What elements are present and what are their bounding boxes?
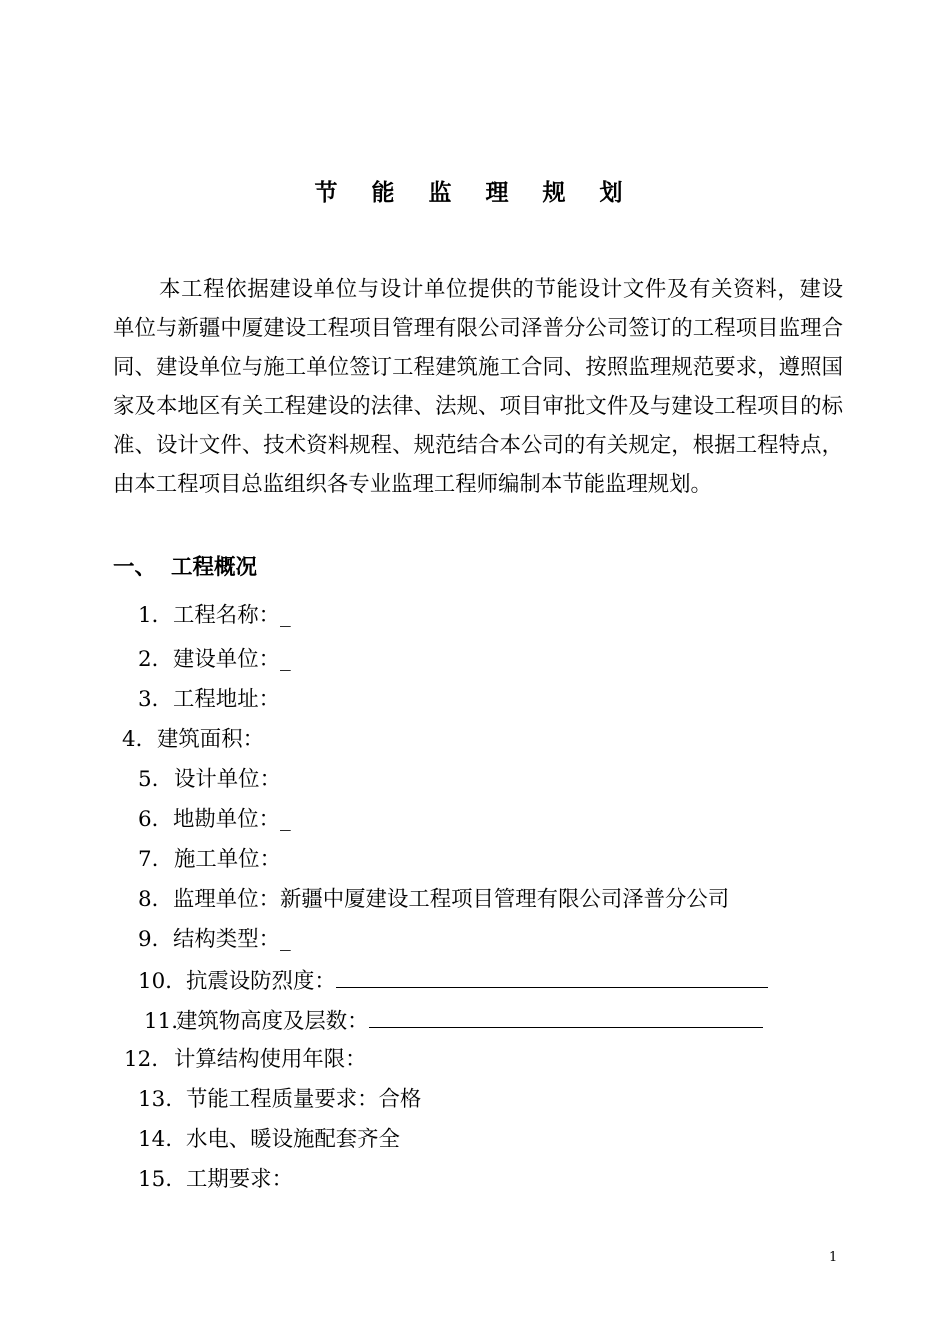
intro-paragraph: 本工程依据建设单位与设计单位提供的节能设计文件及有关资料，建设单位与新疆中厦建设工程项目管理有限公司泽普分公司签订的工程项目监理合同、建设单位与施工单位签订工程建筑施工合同、按照监理规范要求，遵照国家及本地区有关工程建设的法律、法规、项目审批文件及与建设工程项目的标准、设计文件、技术资料规程、规范结合本公司的有关规定，根据工程特点，由本工程项目总监组织各专业监理工程师编制本节能监理规划。 <box>113 277 843 497</box>
list-item-design-unit <box>138 765 281 795</box>
section-number: 一、 <box>113 555 157 580</box>
list-item-survey-unit <box>138 805 291 835</box>
list-item-utilities <box>138 1125 400 1155</box>
list-item-schedule-requirement <box>138 1165 293 1195</box>
item-label: 建设单位： <box>173 647 280 672</box>
list-item-seismic-intensity <box>138 965 768 997</box>
item-number: 10． <box>138 969 187 994</box>
item-value: 新疆中厦建设工程项目管理有限公司泽普分公司 <box>279 887 730 912</box>
item-number: 2． <box>138 647 174 672</box>
item-label: 工期要求： <box>186 1167 293 1192</box>
item-value: _ <box>279 807 291 832</box>
item-label: 结构类型： <box>173 927 280 952</box>
list-item-structure-type <box>138 925 291 955</box>
item-label: 计算结构使用年限： <box>174 1047 367 1072</box>
list-item-contractor <box>138 845 281 875</box>
list-item-project-name <box>138 601 291 631</box>
list-item-supervision-unit <box>138 885 729 915</box>
item-number: 12. <box>124 1047 159 1072</box>
item-label: 监理单位： <box>173 887 280 912</box>
item-value: _ <box>279 927 291 952</box>
page-number: 1 <box>829 1250 838 1265</box>
item-label: 工程地址： <box>173 687 280 712</box>
item-label: 设计单位： <box>174 767 281 792</box>
item-label: 施工单位： <box>174 847 281 872</box>
fill-in-line <box>336 965 768 988</box>
list-item-design-service-life <box>124 1045 367 1075</box>
item-number: 3． <box>138 687 174 712</box>
item-label: 抗震设防烈度： <box>186 969 336 994</box>
list-item-project-address <box>138 685 280 715</box>
list-item-quality-requirement <box>138 1085 421 1115</box>
item-value: _ <box>279 603 291 628</box>
item-number: 7. <box>138 847 159 872</box>
fill-in-line <box>369 1005 763 1028</box>
item-label: 工程名称： <box>173 603 280 628</box>
item-number: 5. <box>138 767 159 792</box>
item-number: 14. <box>138 1127 173 1152</box>
item-number: 13. <box>138 1087 173 1112</box>
document-title: 节 能 监 理 规 划 <box>314 179 636 206</box>
item-number: 6． <box>138 807 174 832</box>
item-label: 水电、暖设施配套齐全 <box>186 1127 400 1152</box>
item-value: 合格 <box>378 1087 422 1112</box>
section-title: 工程概况 <box>171 555 258 580</box>
item-number: 8． <box>138 887 174 912</box>
item-value: _ <box>279 647 291 672</box>
item-number: 11. <box>144 1009 179 1034</box>
item-number: 9． <box>138 927 174 952</box>
item-number: 1． <box>138 603 174 628</box>
item-label: 建筑面积： <box>157 727 264 752</box>
list-item-building-height-floors <box>144 1005 763 1037</box>
list-item-construction-unit <box>138 645 291 675</box>
item-label: 节能工程质量要求： <box>186 1087 379 1112</box>
item-number: 4． <box>122 727 158 752</box>
item-label: 地勘单位： <box>173 807 280 832</box>
item-number: 15. <box>138 1167 173 1192</box>
list-item-building-area <box>122 725 264 755</box>
item-label: 建筑物高度及层数： <box>176 1009 369 1034</box>
